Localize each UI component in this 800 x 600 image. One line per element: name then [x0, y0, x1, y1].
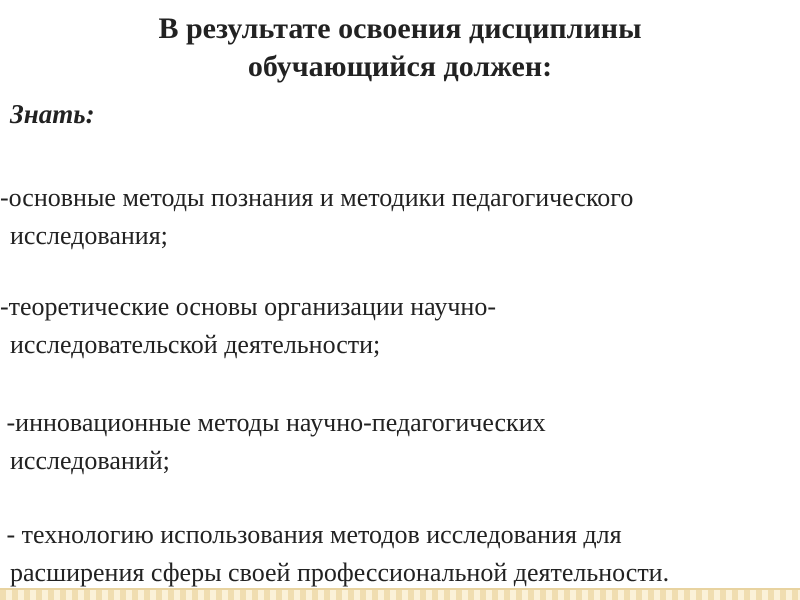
list-item-line-2: исследований;: [10, 446, 170, 475]
slide-title: [0, 10, 800, 86]
list-item: [0, 404, 800, 480]
list-item-line-1: -теоретические основы организации научно-: [0, 292, 496, 321]
list-item-line-2: расширения сферы своей профессиональной деятельности.: [10, 558, 670, 587]
list-item-line-1: - технологию использования методов исследования для: [0, 520, 622, 549]
slide-title-line-1: В результате освоения дисциплины: [158, 12, 642, 45]
list-item-line-2: исследовательской деятельности;: [10, 330, 381, 359]
list-item-line-1: -инновационные методы научно-педагогических: [0, 408, 546, 437]
bottom-decorative-bar: [0, 590, 800, 600]
know-subheading: Знать:: [10, 99, 95, 129]
list-item-line-2: исследования;: [10, 221, 168, 250]
list-item-line-1: -основные методы познания и методики педагогического: [0, 183, 634, 212]
list-item: [0, 179, 800, 255]
list-item: [0, 516, 800, 592]
slide-title-line-2: обучающийся должен:: [247, 50, 553, 83]
list-item: [0, 288, 800, 364]
